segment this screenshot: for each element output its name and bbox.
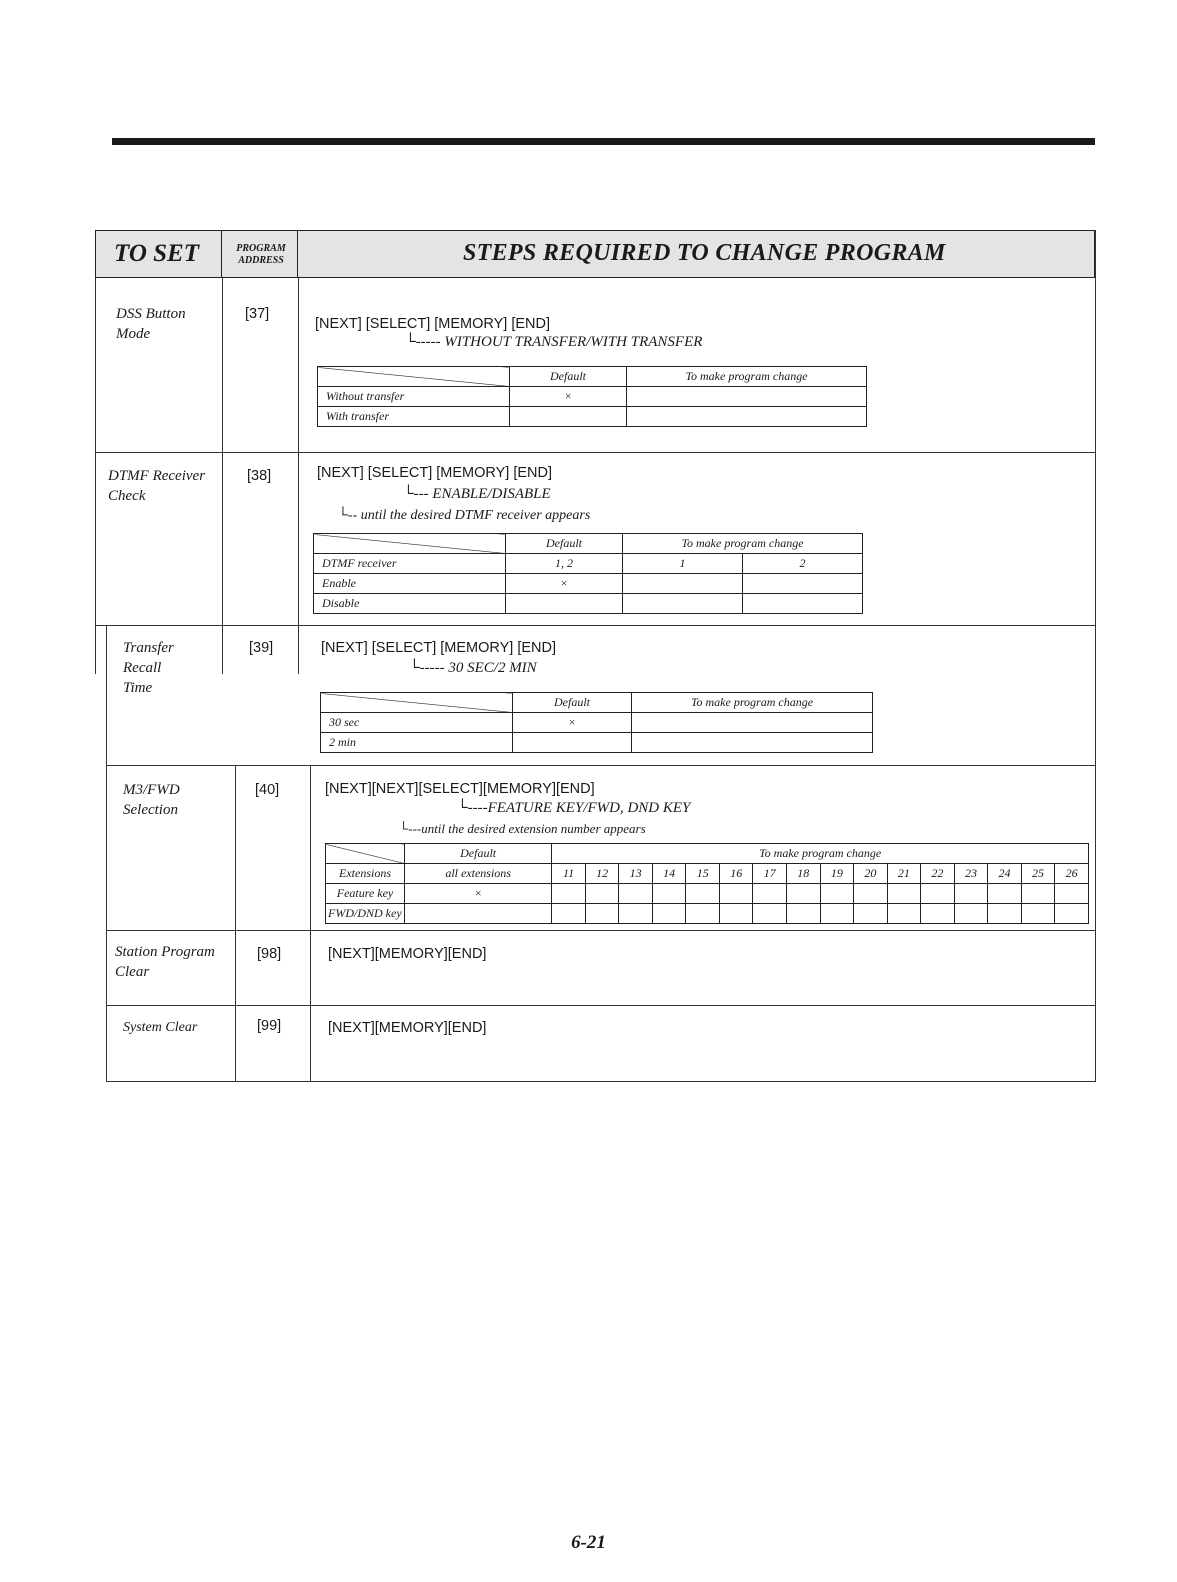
col-divider [298, 278, 299, 674]
extension-number: 16 [719, 864, 753, 884]
program-address: [39] [249, 640, 274, 656]
extension-number: 23 [954, 864, 988, 884]
extension-cell [719, 904, 753, 924]
header-steps: STEPS REQUIRED TO CHANGE PROGRAM [297, 230, 1095, 278]
row-divider [106, 930, 1095, 931]
extension-number: 25 [1021, 864, 1055, 884]
extension-cell [719, 884, 753, 904]
extension-cell [854, 884, 888, 904]
settings-table: Default To make program change Without transfer × With transfer [317, 366, 867, 427]
command-sequence: [NEXT][MEMORY][END] [328, 1020, 487, 1036]
row-divider [95, 452, 1095, 453]
extension-cell [619, 884, 653, 904]
to-set-label: M3/FWD Selection [123, 782, 180, 818]
extension-cell [585, 904, 619, 924]
extension-cell [820, 884, 854, 904]
col-divider [310, 765, 311, 1082]
extension-cell [552, 904, 586, 924]
program-address: [98] [257, 946, 282, 962]
extension-cell [619, 904, 653, 924]
border-left-lower [106, 625, 107, 1082]
extension-cell [1021, 884, 1055, 904]
extension-cell [954, 884, 988, 904]
extension-number: 19 [820, 864, 854, 884]
extension-number: 14 [652, 864, 686, 884]
to-set-label: DSS Button Mode [116, 306, 186, 342]
extension-cell [820, 904, 854, 924]
command-note: └---until the desired extension number appears [399, 821, 646, 836]
command-sequence: [NEXT][MEMORY][END] [328, 946, 487, 962]
command-sequence: [NEXT] [SELECT] [MEMORY] [END] [315, 316, 550, 332]
extension-number: 17 [753, 864, 787, 884]
header-to-set: TO SET [95, 230, 222, 278]
extension-cell [954, 904, 988, 924]
command-note: └----FEATURE KEY/FWD, DND KEY [457, 800, 691, 816]
extension-number: 26 [1055, 864, 1089, 884]
to-set-label: Transfer Recall Time [123, 640, 174, 696]
settings-table: Default To make program change DTMF receiver 1, 2 1 2 Enable × Disable [313, 533, 863, 614]
col-divider [235, 765, 236, 1082]
command-note: └--- ENABLE/DISABLE [403, 486, 551, 502]
extension-cell [1055, 904, 1089, 924]
row-divider [106, 765, 1095, 766]
col-divider [222, 278, 223, 674]
settings-table: Default To make program change 30 sec × 2 min [320, 692, 873, 753]
program-address: [37] [245, 306, 270, 322]
border-right [1095, 230, 1096, 1082]
extension-cell [585, 884, 619, 904]
extension-number: 24 [988, 864, 1022, 884]
extension-cell [1055, 884, 1089, 904]
header-program-address: PROGRAM ADDRESS [221, 230, 298, 278]
border-bottom [106, 1081, 1095, 1082]
row-divider [106, 1005, 1095, 1006]
command-note: └-- until the desired DTMF receiver appears [338, 508, 591, 523]
top-rule [112, 138, 1095, 145]
extension-number: 21 [887, 864, 921, 884]
command-note: └----- 30 SEC/2 MIN [409, 660, 537, 676]
extension-cell [988, 904, 1022, 924]
program-address: [99] [257, 1018, 282, 1034]
to-set-label: DTMF Receiver Check [108, 468, 206, 504]
extension-number: 15 [686, 864, 720, 884]
command-sequence: [NEXT][NEXT][SELECT][MEMORY][END] [325, 781, 595, 797]
extension-cell [988, 884, 1022, 904]
page-number: 6-21 [571, 1532, 606, 1553]
extension-number: 22 [921, 864, 955, 884]
settings-table: Default To make program change Extensions all extensions 11 12 13 14 15 16 17 18 19 20 21 22 23 24 25 26 Feature key × FWD/DND key [325, 843, 1089, 924]
extension-cell [686, 904, 720, 924]
extension-cell [753, 904, 787, 924]
extension-cell [887, 884, 921, 904]
extension-cell [1021, 904, 1055, 924]
extension-cell [652, 884, 686, 904]
command-note: └----- WITHOUT TRANSFER/WITH TRANSFER [405, 334, 703, 350]
to-set-label: System Clear [123, 1020, 198, 1035]
extension-number: 11 [552, 864, 586, 884]
extension-cell [854, 904, 888, 924]
extension-number: 20 [854, 864, 888, 884]
extension-number: 18 [787, 864, 821, 884]
row-divider [95, 625, 1095, 626]
program-address: [40] [255, 782, 280, 798]
extension-cell [921, 904, 955, 924]
extension-cell [787, 884, 821, 904]
border-left [95, 278, 96, 674]
command-sequence: [NEXT] [SELECT] [MEMORY] [END] [317, 465, 552, 481]
extension-cell [787, 904, 821, 924]
command-sequence: [NEXT] [SELECT] [MEMORY] [END] [321, 640, 556, 656]
extension-number: 13 [619, 864, 653, 884]
extension-cell [652, 904, 686, 924]
to-set-label: Station Program Clear [115, 944, 215, 980]
extension-cell [887, 904, 921, 924]
program-table [95, 230, 1095, 1082]
extension-number: 12 [585, 864, 619, 884]
extension-cell [753, 884, 787, 904]
extension-cell [552, 884, 586, 904]
program-address: [38] [247, 468, 272, 484]
extension-cell [686, 884, 720, 904]
extension-cell [921, 884, 955, 904]
